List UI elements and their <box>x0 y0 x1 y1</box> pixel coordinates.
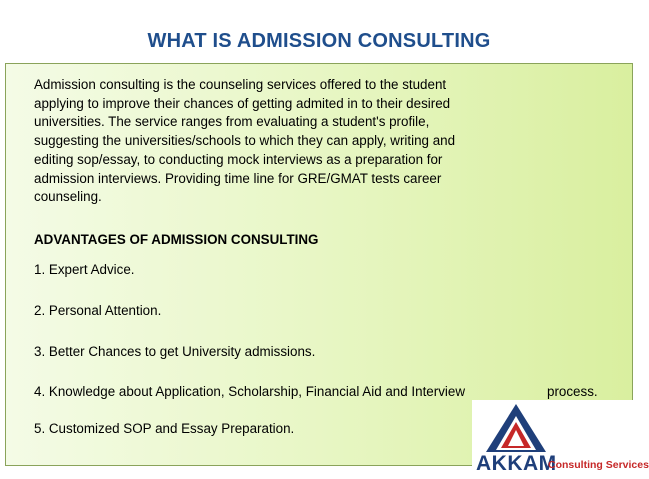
company-logo <box>472 400 649 479</box>
intro-paragraph <box>34 76 624 207</box>
advantage-item-5: 5. Customized SOP and Essay Preparation. <box>34 421 295 436</box>
advantage-item-2: 2. Personal Attention. <box>34 303 162 318</box>
advantage-item-3: 3. Better Chances to get University admissions. <box>34 344 316 359</box>
advantage-item-1: 1. Expert Advice. <box>34 262 135 277</box>
intro-line: counseling. <box>34 189 102 205</box>
slide-title: WHAT IS ADMISSION CONSULTING <box>147 30 491 52</box>
triangle-logo-icon <box>484 402 548 454</box>
logo-tagline: Consulting Services <box>548 459 649 471</box>
intro-line: universities. The service ranges from evaluating a student's profile, <box>34 114 430 130</box>
logo-brand: AKKAM <box>476 452 557 475</box>
intro-line: admission interviews. Providing time line for GRE/GMAT tests career <box>34 170 442 186</box>
advantage-item-4: 4. Knowledge about Application, Scholarship, Financial Aid and Interview <box>34 384 466 399</box>
intro-line: suggesting the universities/schools to which they can apply, writing and <box>34 133 456 149</box>
intro-line: applying to improve their chances of getting admited in to their desired <box>34 95 451 111</box>
advantages-heading: ADVANTAGES OF ADMISSION CONSULTING <box>34 232 319 247</box>
intro-line: editing sop/essay, to conducting mock interviews as a preparation for <box>34 151 443 167</box>
advantage-item-4-tail: process. <box>547 384 598 399</box>
intro-line: Admission consulting is the counseling services offered to the student <box>34 77 447 92</box>
